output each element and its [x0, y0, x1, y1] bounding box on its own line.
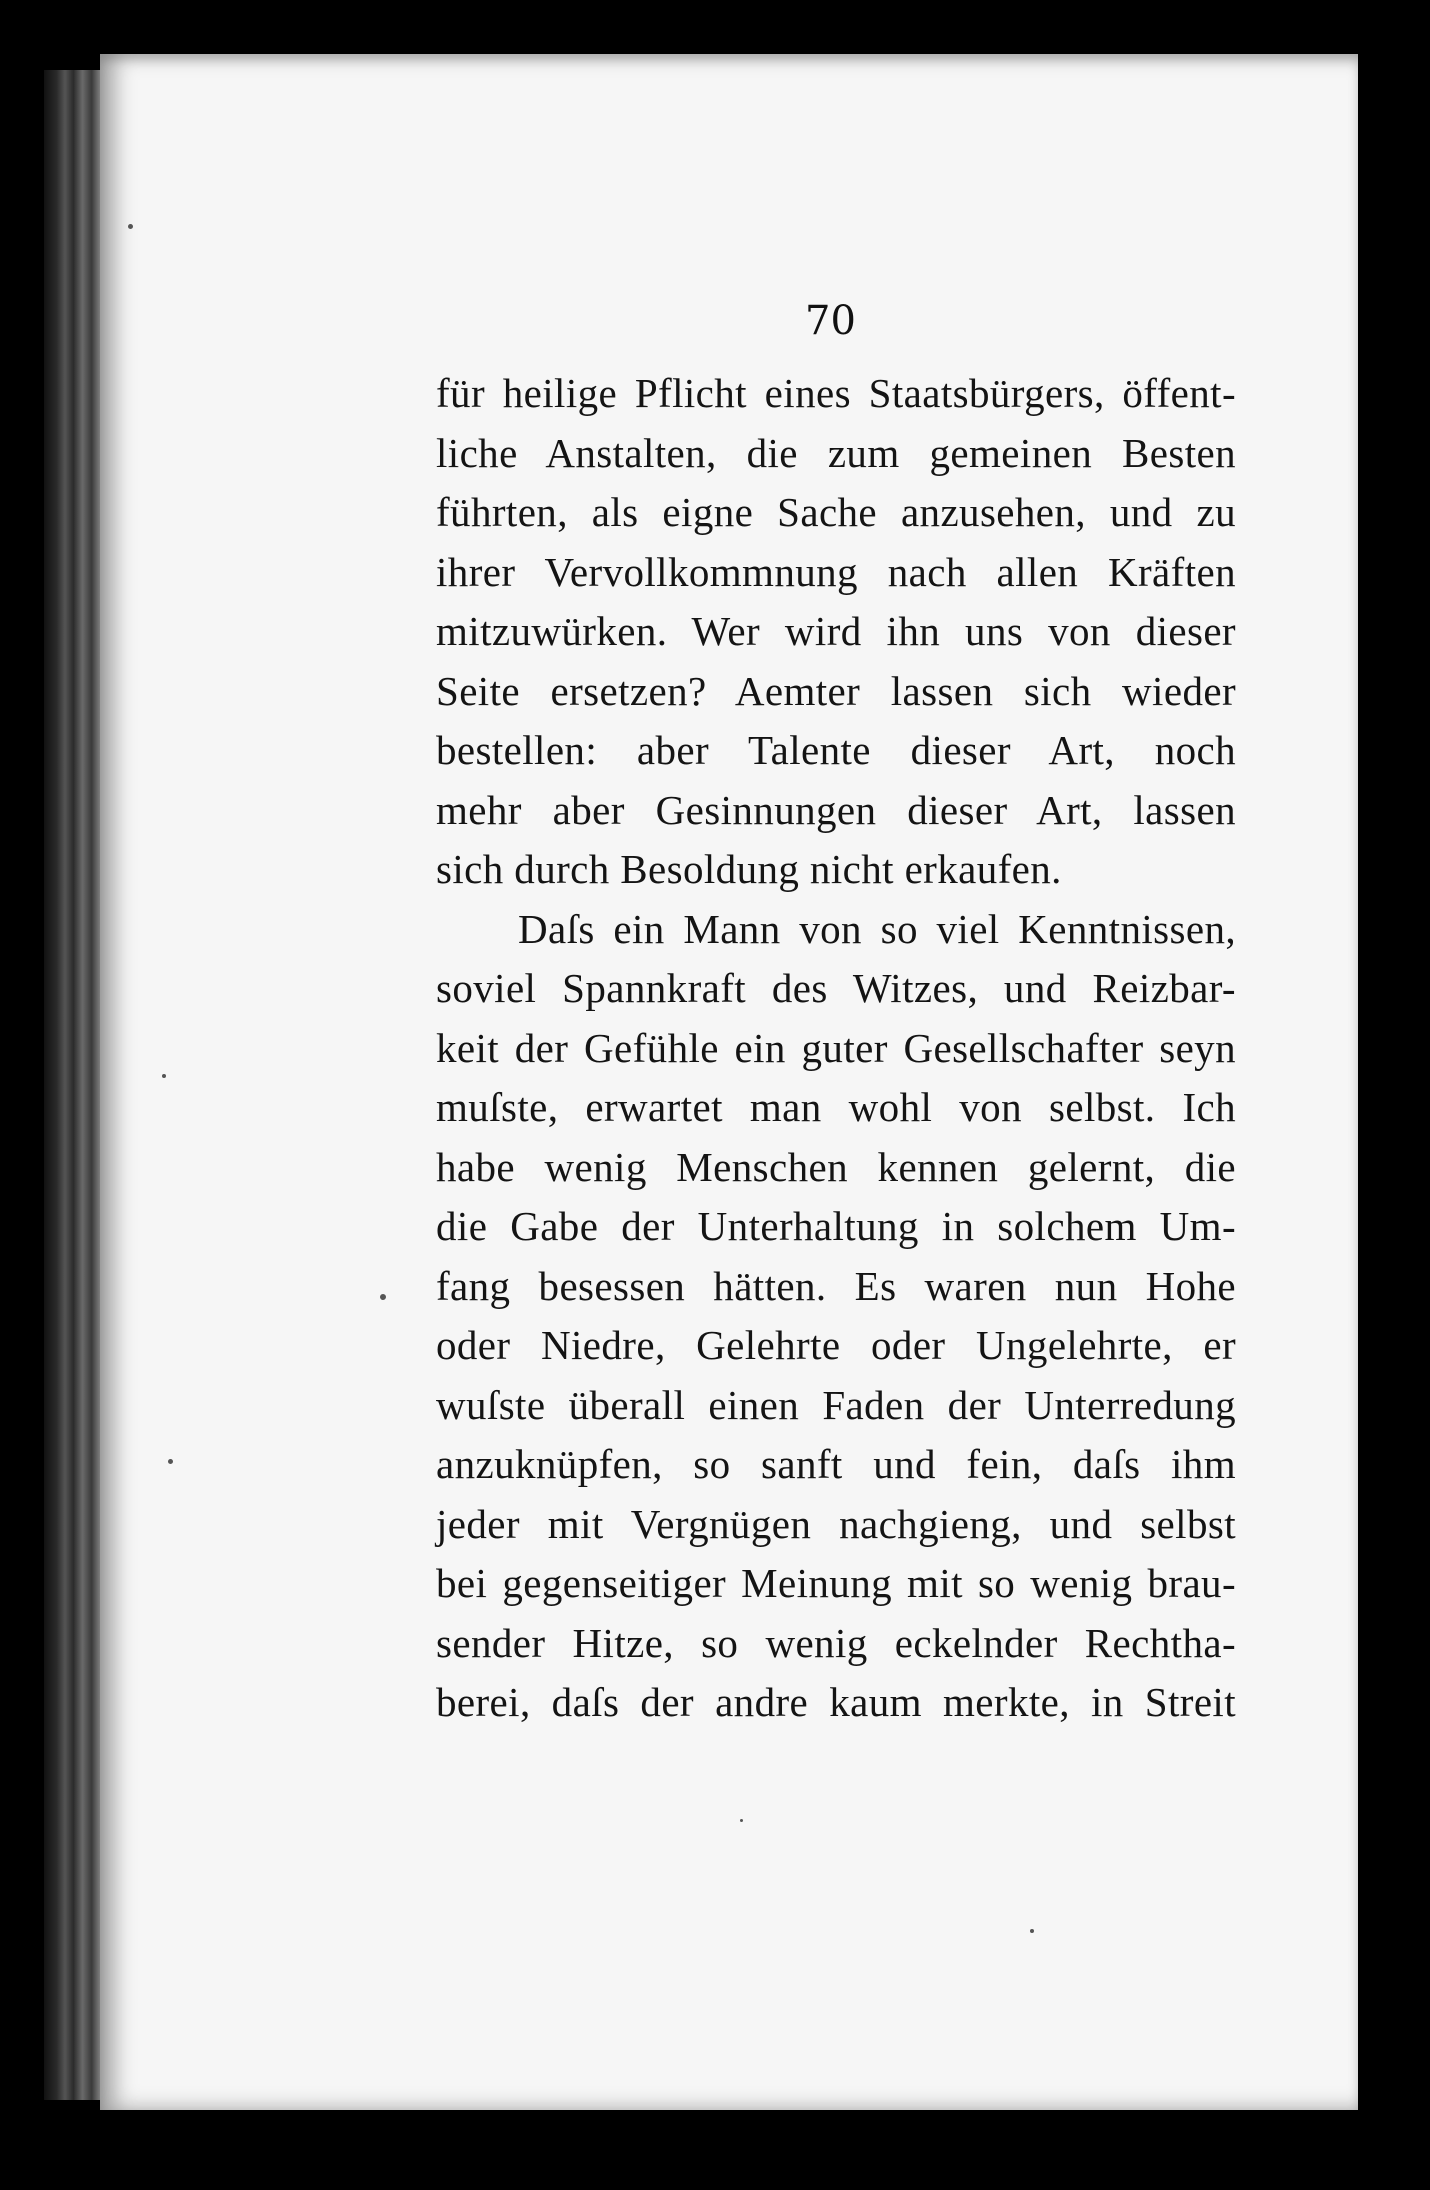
text-line: sender Hitze, so wenig eckelnder Rechtha- — [436, 1619, 1236, 1666]
text-line: Seite ersetzen? Aemter lassen sich wieder — [436, 667, 1236, 714]
text-line: habe wenig Menschen kennen gelernt, die — [436, 1143, 1236, 1190]
text-line: bestellen: aber Talente dieser Art, noch — [436, 727, 1236, 773]
text-line: führten, als eigne Sache anzusehen, und zu — [436, 489, 1236, 535]
text-line: liche Anstalten, die zum gemeinen Besten — [436, 429, 1236, 476]
text-line: für heilige Pflicht eines Staatsbürgers, öffent- — [436, 370, 1236, 416]
text-line: berei, daſs der andre kaum merkte, in Streit — [436, 1679, 1236, 1725]
paper-speck — [380, 1294, 386, 1300]
text-line: oder Niedre, Gelehrte oder Ungelehrte, er — [436, 1322, 1236, 1368]
text-line: Daſs ein Mann von so viel Kenntnissen, — [518, 905, 1236, 952]
text-line: sich durch Besoldung nicht erkaufen. — [436, 846, 1062, 892]
text-line: fang besessen hätten. Es waren nun Hohe — [436, 1262, 1236, 1309]
text-line: anzuknüpfen, so sanft und fein, daſs ihm — [436, 1441, 1236, 1487]
paper-speck — [740, 1819, 743, 1822]
text-line: mehr aber Gesinnungen dieser Art, lassen — [436, 786, 1236, 833]
text-line: keit der Gefühle ein guter Gesellschafter seyn — [436, 1024, 1236, 1071]
text-line: die Gabe der Unterhaltung in solchem Um- — [436, 1203, 1236, 1249]
text-line: mitzuwürken. Wer wird ihn uns von dieser — [436, 608, 1236, 654]
text-line: jeder mit Vergnügen nachgieng, und selbst — [436, 1500, 1236, 1547]
paper-speck — [168, 1459, 173, 1464]
page-number: 70 — [805, 298, 856, 344]
text-line: soviel Spannkraft des Witzes, und Reizbar- — [436, 965, 1236, 1011]
text-line: ihrer Vervollkommnung nach allen Kräften — [436, 548, 1236, 595]
text-line: wuſste überall einen Faden der Unterredung — [436, 1381, 1236, 1428]
text-line: muſste, erwartet man wohl von selbst. Ich — [436, 1084, 1236, 1130]
paper-speck — [162, 1074, 166, 1078]
body-text — [436, 364, 1236, 1733]
paper-speck — [1030, 1929, 1034, 1933]
paper-speck — [128, 224, 133, 229]
text-line: bei gegenseitiger Meinung mit so wenig brau- — [436, 1560, 1236, 1606]
